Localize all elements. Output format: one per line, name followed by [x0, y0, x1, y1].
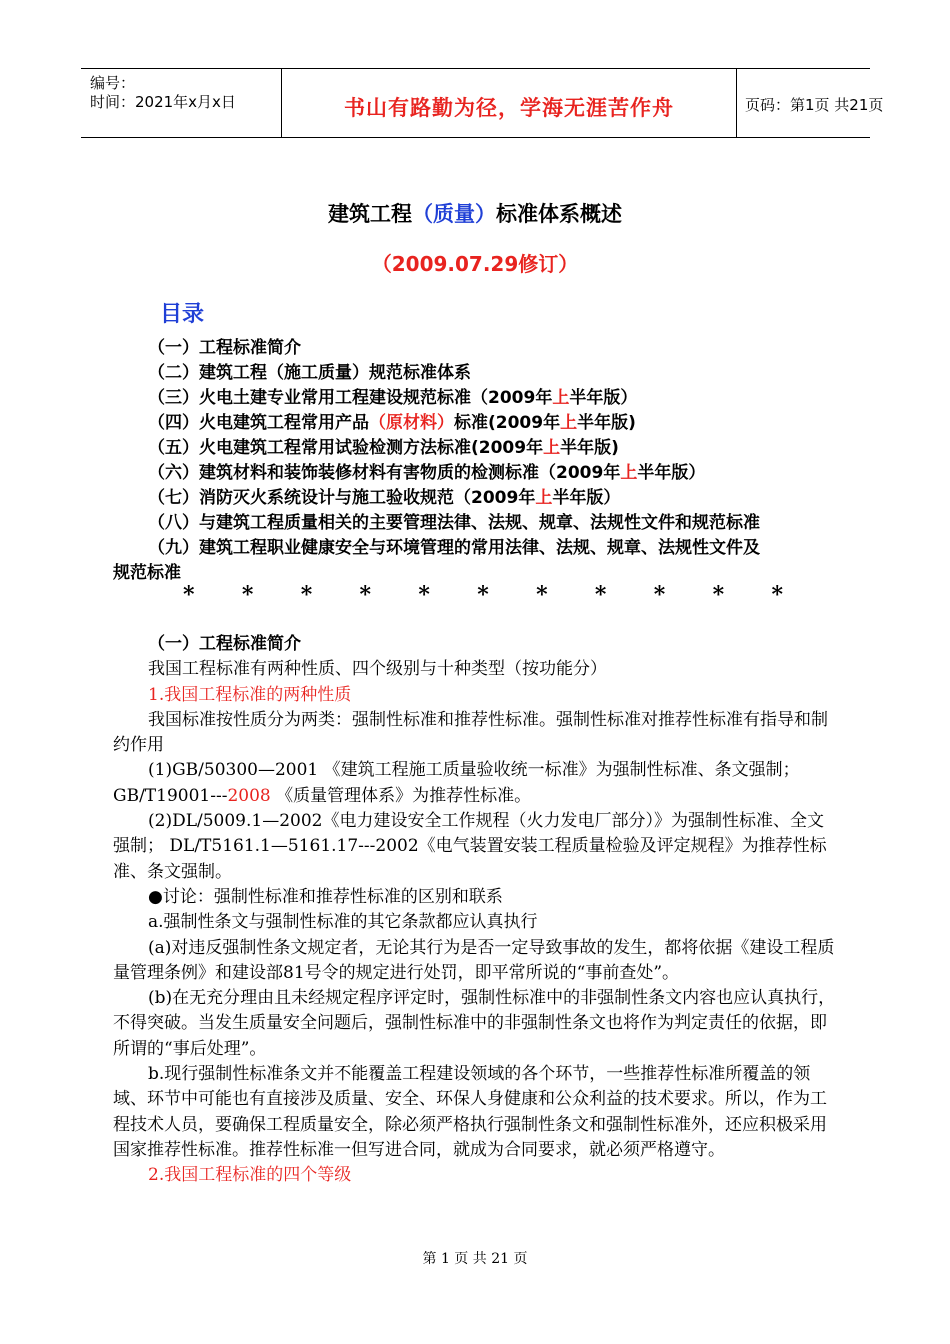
star: * [241, 582, 254, 608]
header-middle-cell [281, 69, 737, 137]
star: * [536, 582, 548, 608]
star: * [653, 582, 666, 608]
toc-text: 半年版） [569, 388, 638, 408]
toc-text: （五）火电建筑工程常用试验检测方法标准(2009年 [148, 438, 544, 458]
toc-highlight: （原材料） [369, 413, 454, 433]
toc-highlight: 上 [560, 413, 578, 433]
toc-highlight: 上 [620, 463, 638, 483]
star: * [300, 582, 313, 608]
star: * [183, 582, 195, 608]
section-heading: （一）工程标准简介 [148, 634, 301, 654]
toc-item[interactable] [148, 336, 848, 361]
toc-text: 半年版） [637, 463, 706, 483]
title-part3: 标准体系概述 [496, 202, 622, 226]
toc-text: （二）建筑工程（施工质量）规范标准体系 [148, 363, 471, 383]
header-left-cell [81, 69, 281, 137]
motto: 书山有路勤为径，学海无涯苦作舟 [344, 96, 674, 120]
toc-item[interactable] [148, 511, 848, 536]
toc-highlight: 上 [535, 488, 553, 508]
document-body [113, 632, 840, 1189]
toc-text: 规范标准 [113, 563, 181, 583]
title-part1: 建筑工程 [328, 202, 412, 226]
document-subtitle: （2009.07.29修订） [371, 252, 579, 276]
toc-item[interactable] [148, 486, 848, 511]
star: * [771, 582, 783, 608]
toc-text: （九）建筑工程职业健康安全与环境管理的常用法律、法规、规章、法规性文件及 [148, 538, 760, 558]
toc-highlight: 上 [543, 438, 561, 458]
paragraph: (a)对违反强制性条文规定者，无论其行为是否一定导致事故的发生，都将依据《建设工程质量管理条例》和建设部81号令的规定进行处罚，即平常所说的“事前查处”。 [113, 937, 835, 983]
toc-text: 半年版） [552, 488, 621, 508]
page-footer: 第 1 页 共 21 页 [422, 1251, 528, 1267]
table-of-contents [113, 336, 848, 586]
paragraph: 我国标准按性质分为两类：强制性标准和推荐性标准。强制性标准对推荐性标准有指导和制约作用 [113, 709, 828, 756]
toc-text: （八）与建筑工程质量相关的主要管理法律、法规、规章、法规性文件和规范标准 [148, 513, 760, 533]
toc-text: 半年版) [560, 438, 619, 458]
toc-highlight: 上 [552, 388, 570, 408]
toc-item[interactable] [148, 536, 848, 561]
star: * [594, 582, 607, 608]
star-divider [183, 582, 783, 608]
paragraph: a.强制性条文与强制性标准的其它条款都应认真执行 [148, 912, 538, 933]
toc-text: （七）消防灭火系统设计与施工验收规范（2009年 [148, 488, 536, 508]
number-label: 编号： [90, 74, 136, 92]
page-info: 页码：第1页 共21页 [745, 96, 884, 114]
subheading: 1.我国工程标准的两种性质 [148, 684, 352, 705]
toc-text: 半年版) [577, 413, 636, 433]
toc-text: （六）建筑材料和装饰装修材料有害物质的检测标准（2009年 [148, 463, 621, 483]
paragraph-highlight: 2008 [227, 785, 271, 806]
time-label: 时间：2021年x月x日 [90, 93, 236, 111]
paragraph-text: (1)GB/50300—2001 《建筑工程施工质量验收统一标准》为强制性标准、条文强制； GB/T19001--- [113, 760, 800, 806]
paragraph-text: 《质量管理体系》为推荐性标准。 [270, 785, 532, 806]
toc-item[interactable] [148, 361, 848, 386]
paragraph: b.现行强制性标准条文并不能覆盖工程建设领域的各个环节，一些推荐性标准所覆盖的领域、环节中可能也有直接涉及质量、安全、环保人身健康和公众利益的技术要求。所以，作为工程技术人员，要确保工程质量安全，除必须严格执行强制性条文和强制性标准外，还应积极采用国家推荐性标准。推荐性标准一但写进合同，就成为合同要求，就必须严格遵守。 [113, 1064, 827, 1160]
paragraph: (2)DL/5009.1—2002《电力建设安全工作规程（火力发电厂部分）》为强制性标准、全文强制； DL/T5161.1—5161.17---2002《电气装置安装工程质量检验及评定规程》为推荐性标准、条文强制。 [113, 811, 827, 882]
toc-item[interactable] [148, 386, 848, 411]
star: * [418, 582, 430, 608]
title-part2: （质量） [412, 202, 496, 226]
paragraph: (b)在无充分理由且未经规定程序评定时，强制性标准中的非强制性条文内容也应认真执行，不得突破。当发生质量安全问题后，强制性标准中的非强制性条文也将作为判定责任的依据，即所谓的“事后处理”。 [113, 988, 836, 1059]
paragraph: 我国工程标准有两种性质、四个级别与十种类型（按功能分） [148, 659, 607, 680]
header-table [81, 68, 884, 138]
toc-item[interactable] [148, 461, 848, 486]
star: * [477, 582, 489, 608]
toc-text: （四）火电建筑工程常用产品 [148, 413, 369, 433]
subheading: 2.我国工程标准的四个等级 [148, 1165, 352, 1186]
star: * [712, 582, 725, 608]
toc-item[interactable] [148, 411, 848, 436]
paragraph [113, 758, 840, 809]
toc-text: （三）火电土建专业常用工程建设规范标准（2009年 [148, 388, 553, 408]
toc-text: （一）工程标准简介 [148, 338, 301, 358]
header-right-cell [736, 69, 884, 137]
document-title [0, 198, 950, 228]
star: * [359, 582, 372, 608]
toc-item[interactable] [148, 436, 848, 461]
paragraph: ●讨论：强制性标准和推荐性标准的区别和联系 [148, 886, 503, 907]
toc-text: 标准(2009年 [454, 413, 561, 433]
toc-heading: 目录 [160, 302, 205, 327]
